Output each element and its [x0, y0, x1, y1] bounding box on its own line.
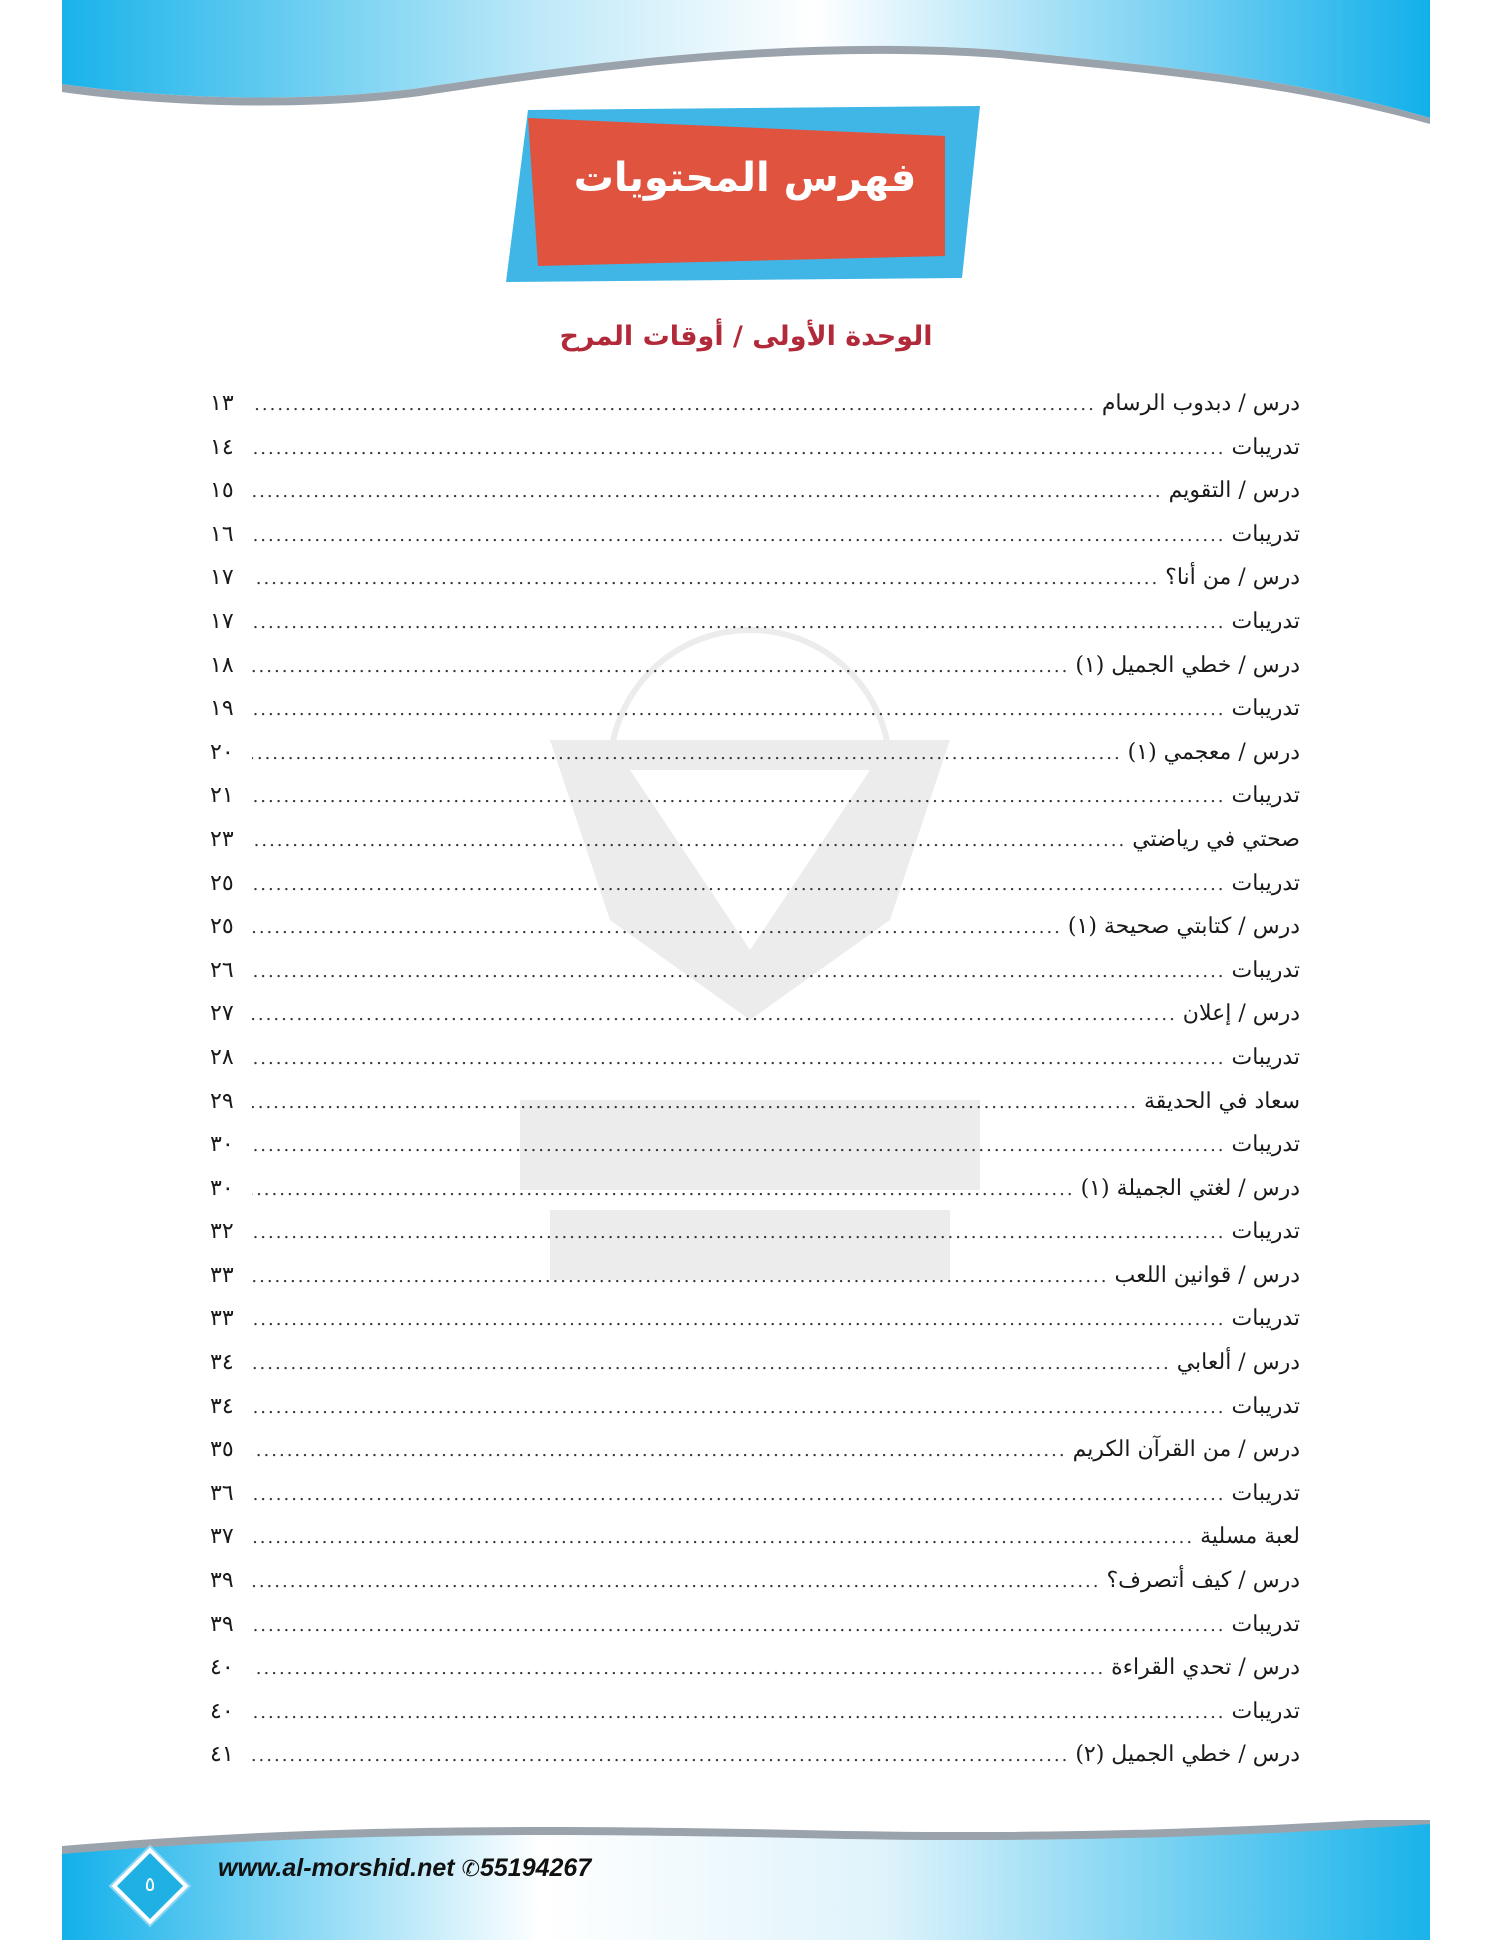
- toc-row-label: تدريبات: [1231, 1306, 1300, 1332]
- toc-leader-dots: [252, 383, 1096, 427]
- toc-row-page: ٣٤: [210, 1350, 234, 1376]
- toc-row: [210, 1428, 1300, 1472]
- toc-row-page: ٤٠: [210, 1655, 234, 1681]
- toc-row-page: ٣٢: [210, 1219, 234, 1245]
- toc-row-label: تدريبات: [1231, 1393, 1300, 1419]
- toc-leader-dots: [252, 1429, 1067, 1473]
- toc-row: [210, 1341, 1300, 1385]
- toc-row: [210, 1472, 1300, 1516]
- toc-leader-dots: [252, 470, 1163, 514]
- toc-row: [210, 818, 1300, 862]
- website-link[interactable]: www.al-morshid.net: [218, 1854, 455, 1882]
- toc-leader-dots: [252, 1081, 1138, 1125]
- toc-leader-dots: [252, 514, 1226, 558]
- toc-row-label: تدريبات: [1231, 1219, 1300, 1245]
- toc-row-page: ١٦: [210, 521, 234, 547]
- toc-row-page: ١٤: [210, 434, 234, 460]
- toc-leader-dots: [252, 1516, 1194, 1560]
- toc-row: [210, 1385, 1300, 1429]
- toc-leader-dots: [252, 1168, 1075, 1212]
- toc-row-label: درس / قوانين اللعب: [1114, 1262, 1300, 1288]
- toc-row: [210, 687, 1300, 731]
- toc-row-label: تدريبات: [1231, 870, 1300, 896]
- toc-leader-dots: [252, 557, 1159, 601]
- phone-icon: ✆: [461, 1856, 480, 1881]
- toc-row: [210, 1515, 1300, 1559]
- page-title: فهرس المحتويات: [573, 155, 917, 201]
- toc-row: [210, 556, 1300, 600]
- toc-leader-dots: [252, 1647, 1105, 1691]
- toc-row-label: سعاد في الحديقة: [1144, 1088, 1300, 1114]
- footer-website: [218, 1848, 591, 1888]
- toc-row-label: درس / من أنا؟: [1165, 565, 1300, 591]
- toc-leader-dots: [252, 950, 1226, 994]
- toc-leader-dots: [252, 1342, 1171, 1386]
- toc-row: [210, 862, 1300, 906]
- toc-leader-dots: [252, 732, 1122, 776]
- toc-row: [210, 1603, 1300, 1647]
- toc-row-label: درس / خطي الجميل (٢): [1075, 1742, 1300, 1768]
- toc-row: [210, 1080, 1300, 1124]
- toc-row-label: درس / من القرآن الكريم: [1072, 1437, 1300, 1463]
- toc-row-page: ٣٦: [210, 1480, 234, 1506]
- toc-row-page: ٢٩: [210, 1088, 234, 1114]
- toc-row: [210, 1646, 1300, 1690]
- toc-leader-dots: [252, 1386, 1226, 1430]
- toc-row: [210, 600, 1300, 644]
- toc-row-label: درس / كتابتي صحيحة (١): [1067, 914, 1300, 940]
- toc-row-label: تدريبات: [1231, 957, 1300, 983]
- toc-leader-dots: [252, 819, 1126, 863]
- toc-row-label: تدريبات: [1231, 696, 1300, 722]
- phone-number: 55194267: [480, 1854, 592, 1882]
- toc-row-page: ٣٣: [210, 1262, 234, 1288]
- toc-row: [210, 1036, 1300, 1080]
- toc-leader-dots: [252, 601, 1226, 645]
- toc-row-page: ٣٥: [210, 1437, 234, 1463]
- toc-row-page: ٢٥: [210, 870, 234, 896]
- toc-leader-dots: [252, 1734, 1069, 1778]
- toc-row-page: ٤٠: [210, 1698, 234, 1724]
- toc-row: [210, 992, 1300, 1036]
- toc-row-page: ٢٦: [210, 957, 234, 983]
- toc-row-label: تدريبات: [1231, 521, 1300, 547]
- toc-row-page: ١٩: [210, 696, 234, 722]
- toc-leader-dots: [252, 1473, 1226, 1517]
- toc-row-label: درس / لغتي الجميلة (١): [1080, 1175, 1300, 1201]
- toc-row-label: تدريبات: [1231, 1480, 1300, 1506]
- toc-leader-dots: [252, 1037, 1226, 1081]
- toc-row-page: ٢٥: [210, 914, 234, 940]
- toc-row-label: صحتي في رياضتي: [1132, 826, 1300, 852]
- toc-row: [210, 513, 1300, 557]
- toc-row-page: ٢٧: [210, 1001, 234, 1027]
- toc-row: [210, 949, 1300, 993]
- toc-leader-dots: [252, 1691, 1226, 1735]
- toc-leader-dots: [252, 427, 1226, 471]
- toc-row: [210, 905, 1300, 949]
- toc-leader-dots: [252, 1560, 1101, 1604]
- toc-row-label: لعبة مسلية: [1200, 1524, 1300, 1550]
- toc-row: [210, 1123, 1300, 1167]
- toc-row-page: ٣٠: [210, 1132, 234, 1158]
- toc-row-label: تدريبات: [1231, 1044, 1300, 1070]
- toc-row: [210, 382, 1300, 426]
- toc-row: [210, 644, 1300, 688]
- toc-row-label: درس / ألعابي: [1176, 1350, 1300, 1376]
- toc-row-label: درس / معجمي (١): [1127, 739, 1300, 765]
- toc-leader-dots: [252, 645, 1069, 689]
- toc-row-page: ٤١: [210, 1742, 234, 1768]
- toc-row: [210, 1559, 1300, 1603]
- toc-leader-dots: [252, 775, 1226, 819]
- toc-row: [210, 1210, 1300, 1254]
- toc-row-page: ١٧: [210, 608, 234, 634]
- toc-leader-dots: [252, 1211, 1226, 1255]
- toc-row: [210, 774, 1300, 818]
- unit-title: الوحدة الأولى / أوقات المرح: [559, 321, 933, 352]
- toc-row-label: درس / خطي الجميل (١): [1075, 652, 1300, 678]
- toc-leader-dots: [252, 1124, 1226, 1168]
- toc-leader-dots: [252, 1298, 1226, 1342]
- toc-leader-dots: [252, 688, 1226, 732]
- toc-row-page: ٢٠: [210, 739, 234, 765]
- toc-row-page: ٢٨: [210, 1044, 234, 1070]
- toc-row-label: تدريبات: [1231, 608, 1300, 634]
- toc-row-page: ١٣: [210, 391, 234, 416]
- toc-row-page: ٣٤: [210, 1393, 234, 1419]
- toc-row: [210, 1254, 1300, 1298]
- toc-row: [210, 1297, 1300, 1341]
- toc-row-page: ٢٣: [210, 826, 234, 852]
- toc-list: [210, 382, 1300, 1777]
- toc-row-page: ٣٩: [210, 1611, 234, 1637]
- toc-row-page: ٣٧: [210, 1524, 234, 1550]
- toc-row-label: تدريبات: [1231, 1698, 1300, 1724]
- toc-row: [210, 1733, 1300, 1777]
- toc-row-label: درس / كيف أتصرف؟: [1106, 1568, 1300, 1594]
- toc-row: [210, 1167, 1300, 1211]
- toc-row-label: درس / تحدي القراءة: [1111, 1655, 1300, 1681]
- toc-row-label: تدريبات: [1231, 1132, 1300, 1158]
- toc-leader-dots: [252, 1604, 1226, 1648]
- toc-row-label: تدريبات: [1231, 434, 1300, 460]
- toc-row-label: تدريبات: [1231, 783, 1300, 809]
- toc-leader-dots: [252, 863, 1226, 907]
- toc-row-label: درس / إعلان: [1182, 1001, 1300, 1027]
- toc-row-label: درس / التقويم: [1168, 478, 1300, 504]
- toc-row-page: ٢١: [210, 783, 234, 809]
- toc-leader-dots: [252, 993, 1177, 1037]
- toc-row: [210, 1690, 1300, 1734]
- toc-row: [210, 469, 1300, 513]
- toc-leader-dots: [252, 906, 1062, 950]
- toc-row: [210, 426, 1300, 470]
- page-number: ٥: [144, 1872, 156, 1896]
- toc-row-page: ١٥: [210, 478, 234, 504]
- toc-row-page: ١٨: [210, 652, 234, 678]
- toc-row-page: ٣٩: [210, 1568, 234, 1594]
- toc-row-page: ٣٠: [210, 1175, 234, 1201]
- toc-row-label: درس / دبدوب الرسام: [1101, 391, 1300, 416]
- toc-row-page: ١٧: [210, 565, 234, 591]
- toc-row-page: ٣٣: [210, 1306, 234, 1332]
- toc-row-label: تدريبات: [1231, 1611, 1300, 1637]
- toc-leader-dots: [252, 1255, 1109, 1299]
- toc-row: [210, 731, 1300, 775]
